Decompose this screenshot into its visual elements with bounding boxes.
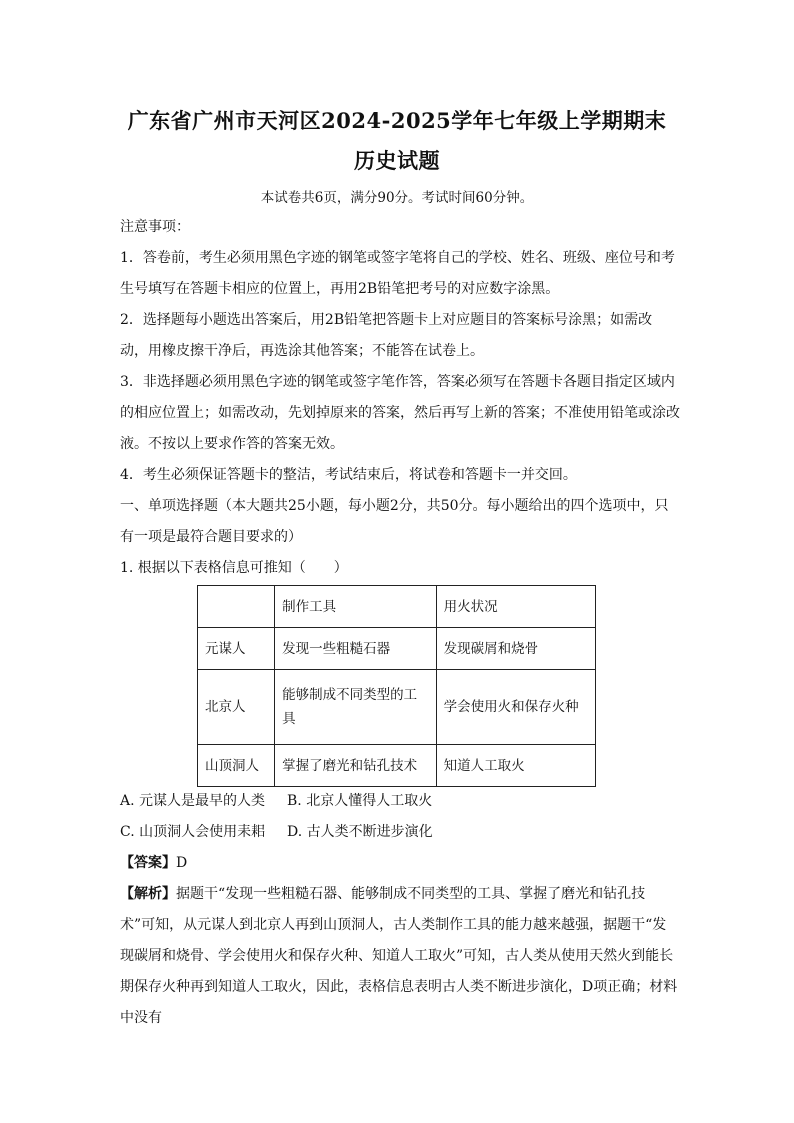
table-header-row xyxy=(198,586,596,628)
info-table xyxy=(197,585,596,787)
question-stem: 1. 根据以下表格信息可推知（ ） xyxy=(120,560,348,576)
table-cell: 发现一些粗糙石器 xyxy=(275,628,436,670)
answer-line xyxy=(120,848,680,879)
option-d[interactable]: D. 古人类不断进步演化 xyxy=(287,824,433,840)
table-cell: 北京人 xyxy=(198,670,275,745)
answer-value: D xyxy=(176,855,188,871)
table-cell: 山顶洞人 xyxy=(198,745,275,787)
explanation-label: 【解析】 xyxy=(120,886,176,902)
explanation-text: 据题干“发现一些粗糙石器、能够制成不同类型的工具、掌握了磨光和钻孔技术”可知，从元谋人到北京人再到山顶洞人，古人类制作工具的能力越来越强，据题干“发现碳屑和烧骨、学会使用火和保存火种、知道人工取火”可知，古人类从使用天然火到能长期保存火种再到知道人工取火，因此，表格信息表明古人类不断进步演化，D项正确；材料中没有 xyxy=(120,886,678,1026)
note-item-3: 3．非选择题必须用黑色字迹的钢笔或签字笔作答，答案必须写在答题卡各题目指定区域内的相应位置上；如需改动，先划掉原来的答案，然后再写上新的答案；不准使用铅笔或涂改液。不按以上要求作答的答案无效。 xyxy=(120,374,680,452)
answer-label: 【答案】 xyxy=(120,855,176,871)
table-header-cell: 用火状况 xyxy=(436,586,595,628)
note-item-2: 2．选择题每小题选出答案后，用2B铅笔把答题卡上对应题目的答案标号涂黑；如需改动，用橡皮擦干净后，再选涂其他答案；不能答在试卷上。 xyxy=(120,312,653,359)
table-cell: 知道人工取火 xyxy=(436,745,595,787)
option-b[interactable]: B. 北京人懂得人工取火 xyxy=(287,793,433,809)
option-c[interactable]: C. 山顶洞人会使用耒耜 xyxy=(120,824,266,840)
table-cell: 元谋人 xyxy=(198,628,275,670)
option-a[interactable]: A. 元谋人是最早的人类 xyxy=(120,793,266,809)
section-heading: 一、单项选择题（本大题共25小题，每小题2分，共50分。每小题给出的四个选项中，只有一项是最符合题目要求的） xyxy=(120,498,669,545)
notes-heading: 注意事项： xyxy=(120,219,190,235)
table-cell: 掌握了磨光和钻孔技术 xyxy=(275,745,436,787)
table-row xyxy=(198,628,596,670)
options-row-ab xyxy=(120,786,432,817)
explanation-paragraph xyxy=(120,879,680,1034)
note-item-4: 4．考生必须保证答题卡的整洁，考试结束后，将试卷和答题卡一并交回。 xyxy=(120,467,577,483)
table-cell: 能够制成不同类型的工具 xyxy=(275,670,436,745)
page-title: 广东省广州市天河区2024-2025学年七年级上学期期末 xyxy=(127,108,667,133)
table-row xyxy=(198,745,596,787)
page-subject-title: 历史试题 xyxy=(354,148,440,173)
note-item-1: 1．答卷前，考生必须用黑色字迹的钢笔或签字笔将自己的学校、姓名、班级、座位号和考生号填写在答题卡相应的位置上，再用2B铅笔把考号的对应数字涂黑。 xyxy=(120,250,675,297)
table-cell: 发现碳屑和烧骨 xyxy=(436,628,595,670)
options-row-cd xyxy=(120,817,433,848)
table-row xyxy=(198,670,596,745)
table-header-cell: 制作工具 xyxy=(275,586,436,628)
table-cell: 学会使用火和保存火种 xyxy=(436,670,595,745)
table-cell xyxy=(198,586,275,628)
exam-info: 本试卷共6页，满分90分。考试时间60分钟。 xyxy=(260,190,534,206)
